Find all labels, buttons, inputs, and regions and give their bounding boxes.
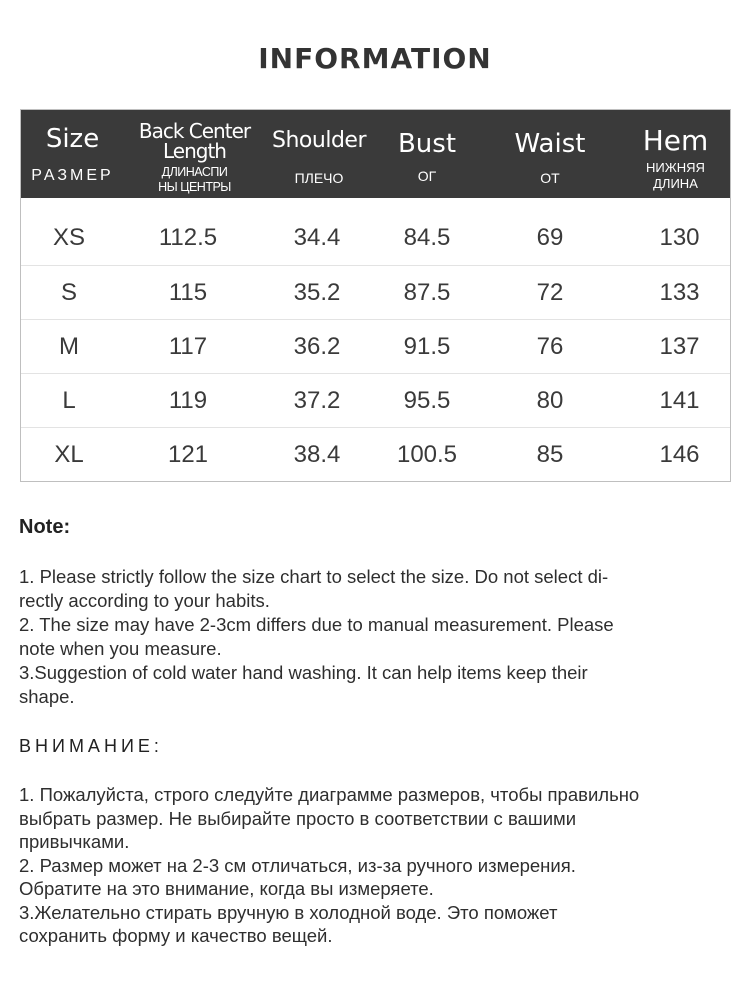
header-hem — [619, 110, 732, 198]
cell-waist: 76 — [536, 333, 564, 360]
cell-hem: 133 — [659, 279, 700, 306]
ru-note-line: сохранить форму и качество вещей. — [19, 925, 333, 946]
note-line: note when you measure. — [19, 638, 222, 659]
header-waist — [481, 110, 619, 198]
header-size-ru: РАЗМЕР — [31, 167, 114, 184]
header-hem-en: Hem — [642, 124, 709, 157]
size-chart-table — [20, 109, 731, 482]
note-body — [19, 565, 719, 709]
note-line: 2. The size may have 2-3cm differs due to manual measurement. Please — [19, 614, 614, 635]
header-size-en: Size — [45, 124, 100, 154]
table-row — [21, 427, 730, 482]
cell-back-center-length: 119 — [168, 387, 208, 414]
header-hem-ru-1: НИЖНЯЯ — [646, 160, 705, 175]
ru-note-line: выбрать размер. Не выбирайте просто в соответствии с вашими — [19, 807, 577, 829]
cell-back-center-length: 115 — [168, 279, 208, 306]
note-line: shape. — [19, 686, 75, 707]
ru-note-line: привычками. — [19, 831, 130, 852]
cell-back-center-length: 117 — [168, 333, 208, 360]
header-back-center-length-ru-1: ДЛИНАСПИ — [161, 165, 228, 179]
ru-note-heading: ВНИМАНИЕ: — [19, 736, 163, 756]
table-row — [21, 265, 730, 320]
cell-shoulder: 36.2 — [293, 333, 341, 360]
cell-back-center-length: 121 — [167, 441, 209, 468]
header-bust-ru: ОГ — [417, 168, 437, 184]
header-back-center-length — [124, 110, 265, 198]
ru-note-line: 3.Желательно стирать вручную в холодной воде. Это поможет — [19, 901, 558, 923]
header-shoulder-ru: ПЛЕЧО — [294, 170, 344, 186]
note-heading: Note: — [19, 516, 71, 538]
header-waist-ru: ОТ — [540, 170, 560, 186]
cell-bust: 95.5 — [403, 387, 451, 414]
header-shoulder — [265, 110, 373, 198]
cell-hem: 146 — [659, 441, 700, 468]
header-back-center-length-ru-2: НЫ ЦЕНТРЫ — [158, 180, 231, 194]
ru-note-body — [19, 783, 729, 948]
cell-hem: 137 — [659, 333, 700, 360]
cell-size: M — [59, 333, 79, 360]
ru-note-line: Обратите на это внимание, когда вы измеряете. — [19, 878, 434, 899]
cell-bust: 84.5 — [403, 224, 451, 251]
header-shoulder-en: Shoulder — [272, 128, 366, 153]
cell-shoulder: 37.2 — [293, 387, 341, 414]
header-size — [21, 110, 124, 198]
cell-hem: 141 — [659, 387, 700, 414]
cell-shoulder: 38.4 — [293, 441, 341, 468]
header-hem-ru-2: ДЛИНА — [653, 176, 698, 191]
cell-waist: 72 — [536, 279, 564, 306]
cell-waist: 69 — [536, 224, 564, 251]
cell-size: XL — [54, 441, 84, 468]
cell-bust: 100.5 — [396, 441, 458, 468]
table-row — [21, 373, 730, 428]
header-bust — [373, 110, 481, 198]
note-line: 1. Please strictly follow the size chart to select the size. Do not select di- — [19, 566, 609, 587]
table-row — [21, 319, 730, 374]
header-back-center-length-en-2: Length — [163, 139, 226, 163]
table-header — [21, 110, 730, 198]
ru-note-line: 1. Пожалуйста, строго следуйте диаграмме размеров, чтобы правильно — [19, 784, 640, 805]
cell-shoulder: 35.2 — [293, 279, 341, 306]
note-line: rectly according to your habits. — [19, 590, 270, 611]
header-waist-en: Waist — [514, 129, 586, 159]
cell-shoulder: 34.4 — [293, 224, 341, 251]
note-line: 3.Suggestion of cold water hand washing. It can help items keep their — [19, 662, 588, 683]
header-back-center-length-en-1: Back Center — [138, 119, 251, 143]
cell-size: XS — [52, 224, 85, 251]
cell-back-center-length: 112.5 — [158, 224, 218, 251]
cell-hem: 130 — [659, 224, 700, 251]
cell-size: S — [60, 279, 77, 306]
header-bust-en: Bust — [397, 129, 457, 159]
cell-waist: 80 — [536, 387, 564, 414]
table-row — [21, 211, 730, 265]
cell-size: L — [62, 387, 76, 414]
cell-waist: 85 — [536, 441, 564, 468]
cell-bust: 87.5 — [403, 279, 451, 306]
cell-bust: 91.5 — [403, 333, 451, 360]
page-title: INFORMATION — [258, 42, 492, 75]
ru-note-line: 2. Размер может на 2-3 см отличаться, из-за ручного измерения. — [19, 854, 576, 876]
